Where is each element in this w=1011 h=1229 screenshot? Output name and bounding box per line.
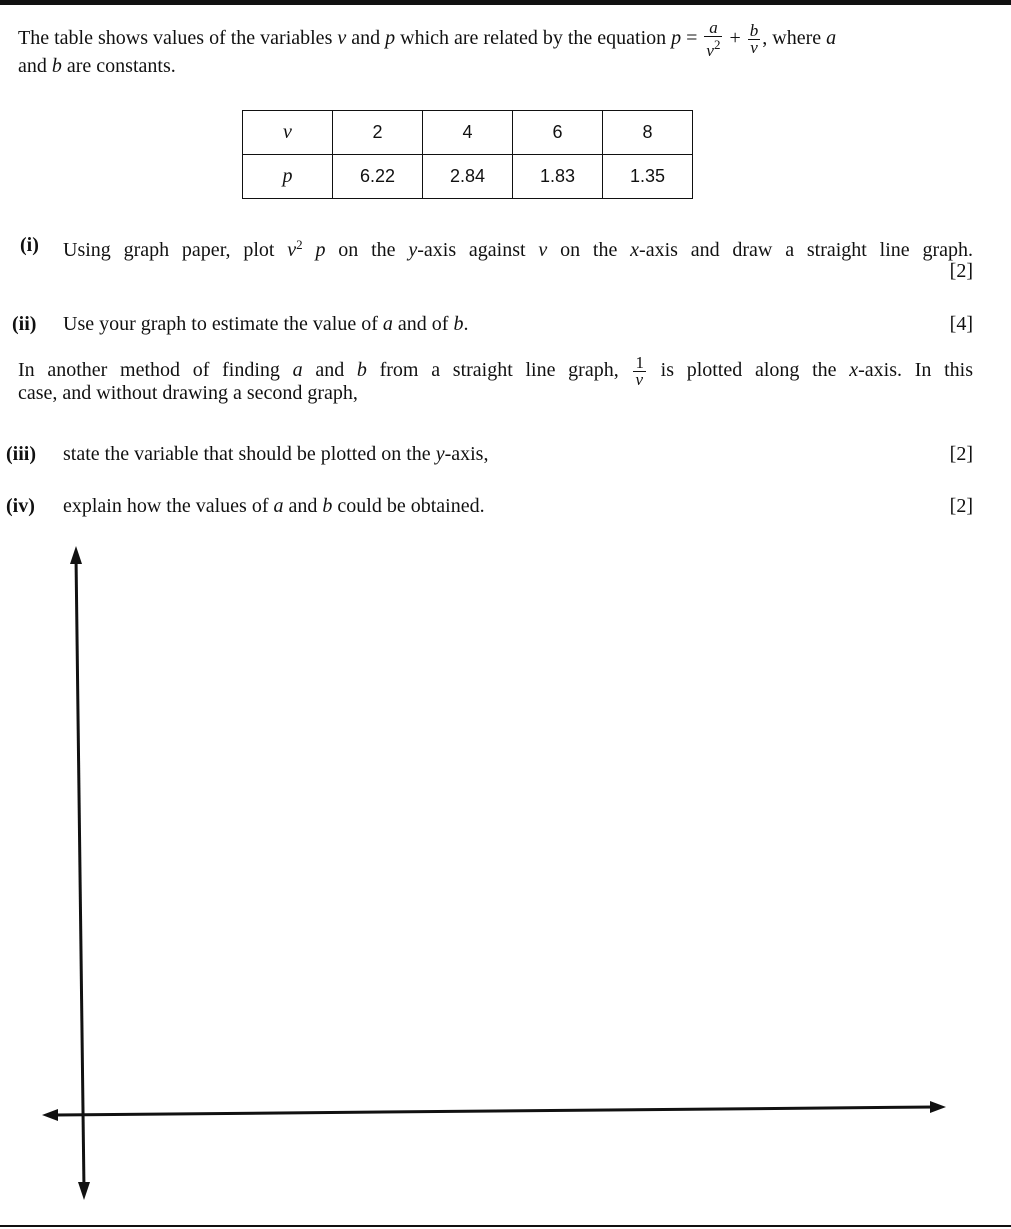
table-cell: 6.22	[333, 155, 423, 199]
question-number-ii: (ii)	[12, 313, 37, 335]
y-axis-up-arrow	[70, 546, 82, 564]
method-line-2: case, and without drawing a second graph,	[18, 382, 358, 404]
graph-axes	[0, 540, 1011, 1220]
y-axis-line	[76, 556, 84, 1190]
data-table	[242, 110, 693, 199]
table-cell: 1.83	[513, 155, 603, 199]
table-cell: 2	[333, 111, 423, 155]
table-cell: 8	[603, 111, 693, 155]
method-paragraph	[18, 355, 973, 406]
fraction-one-over-v: $\frac{1}{v}$	[635, 353, 644, 389]
question-number-iii: (iii)	[6, 443, 36, 465]
top-border-rule	[0, 0, 1011, 5]
table-cell: 6	[513, 111, 603, 155]
equation-fraction-b-over-v: $\frac{b}{v}$	[749, 21, 759, 57]
table-cell: 1.35	[603, 155, 693, 199]
table-cell: 2.84	[423, 155, 513, 199]
method-line-1: In another method of finding a and b from a straight line graph, $\frac{1}{v}$ is plotted along the x-axis. In this	[18, 353, 973, 389]
intro-line-2: and b are constants.	[18, 55, 176, 77]
question-iv-text: explain how the values of a and b could be obtained.	[63, 495, 485, 517]
equation-fraction-a-over-v-squared: $\frac{a}{v^2}$	[706, 18, 721, 60]
x-axis-right-arrow	[930, 1101, 946, 1113]
question-number-i: (i)	[20, 234, 39, 256]
bottom-border-rule	[0, 1225, 1011, 1227]
question-ii-marks: [4]	[949, 313, 973, 335]
x-axis-left-arrow	[42, 1109, 58, 1121]
equation-p: p	[671, 27, 682, 50]
table-header-p: p	[243, 155, 333, 199]
table-header-v: v	[243, 111, 333, 155]
question-iii-text: state the variable that should be plotted on the y-axis,	[63, 443, 489, 465]
table-row-p	[243, 155, 693, 199]
intro-line-1: The table shows values of the variables v and p which are related by the equation p = $\frac{a}{v^2}$ + $\frac{b}{v}$ , where a	[18, 18, 837, 60]
x-axis-line	[56, 1107, 935, 1115]
y-axis-down-arrow	[78, 1182, 90, 1200]
question-iv-marks: [2]	[949, 495, 973, 517]
table-row-v	[243, 111, 693, 155]
question-i-marks: [2]	[949, 260, 973, 282]
question-number-iv: (iv)	[6, 495, 35, 517]
question-iii-marks: [2]	[949, 443, 973, 465]
intro-paragraph	[18, 20, 973, 79]
question-i-text: Using graph paper, plot $v^2$ p on the y-axis against v on the x-axis and draw a straight line graph.	[63, 237, 974, 261]
table-cell: 4	[423, 111, 513, 155]
question-ii-text: Use your graph to estimate the value of a and of b.	[63, 313, 469, 335]
